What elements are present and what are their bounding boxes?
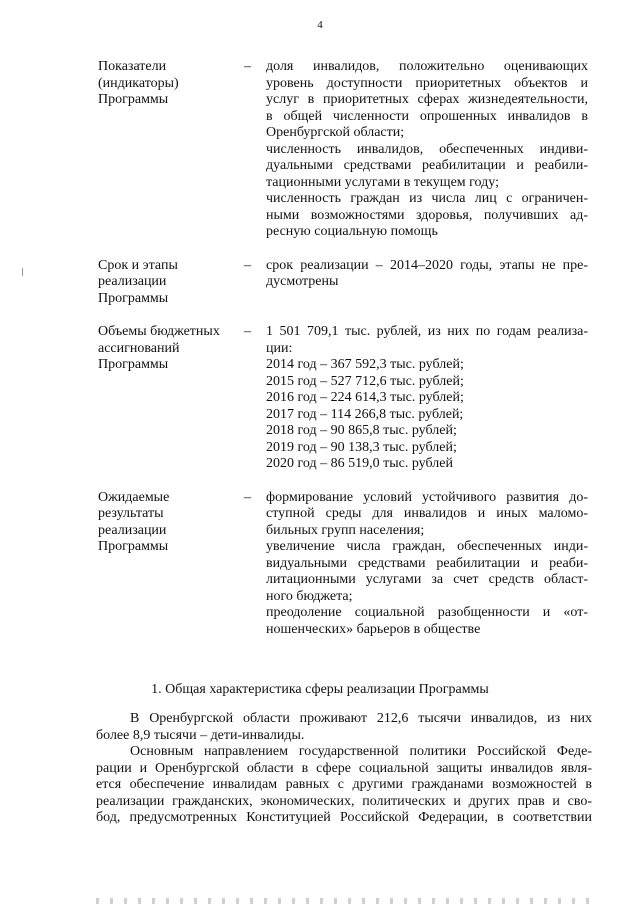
row-value-line: 2017 год – 114 266,8 тыс. рублей; bbox=[266, 406, 464, 422]
row-label bbox=[98, 490, 244, 639]
row-value-line: ного бюджета; bbox=[266, 588, 353, 604]
cut-off-line bbox=[96, 898, 592, 904]
row-value-line: увеличение числа граждан, обеспеченных инди- bbox=[266, 539, 588, 554]
paragraph bbox=[96, 744, 592, 827]
passport-row bbox=[98, 258, 593, 308]
row-label-line: реализации bbox=[98, 522, 167, 538]
row-value-line: 2014 год – 367 592,3 тыс. рублей; bbox=[266, 357, 464, 372]
scan-mark bbox=[22, 268, 23, 276]
paragraph-line: ется обеспечение инвалидам равных с другими гражданами возможностей в bbox=[96, 777, 592, 792]
row-value-line: ресную социальную помощь bbox=[266, 224, 438, 239]
row-label bbox=[98, 258, 244, 308]
row-value bbox=[266, 59, 588, 241]
row-label-line: Объемы бюджетных bbox=[98, 324, 220, 339]
body-text bbox=[96, 711, 592, 827]
row-value-line: ными возможностями здоровья, получивших ад- bbox=[266, 207, 588, 223]
row-label-line: Ожидаемые bbox=[98, 489, 170, 505]
row-value-line: ступной среды для инвалидов и иных маломо- bbox=[266, 506, 588, 521]
row-value-line: в общей численности опрошенных инвалидов в bbox=[266, 108, 588, 124]
row-dash: – bbox=[244, 489, 251, 505]
row-value-line: дусмотрены bbox=[266, 274, 339, 289]
row-value-line: ношенческих» барьеров в обществе bbox=[266, 621, 481, 637]
row-value-line: 2015 год – 527 712,6 тыс. рублей; bbox=[266, 373, 464, 389]
row-value-line: 2020 год – 86 519,0 тыс. рублей bbox=[266, 456, 453, 471]
row-label-line: Показатели bbox=[98, 59, 167, 74]
row-value-line: 2019 год – 90 138,3 тыс. рублей; bbox=[266, 439, 457, 455]
row-value-line: срок реализации – 2014–2020 годы, этапы не пре- bbox=[266, 257, 588, 273]
passport-row bbox=[98, 490, 593, 639]
row-value-line: ции: bbox=[266, 340, 293, 356]
paragraph-line: рации и Оренбургской области в сфере социальной защиты инвалидов явля- bbox=[96, 760, 592, 776]
row-value-line: 1 501 709,1 тыс. рублей, из них по годам реализа- bbox=[266, 324, 588, 339]
paragraph-line: В Оренбургской области проживают 212,6 тысячи инвалидов, из них bbox=[130, 711, 592, 726]
row-value-line: Оренбургской области; bbox=[266, 125, 405, 140]
row-label-line: Срок и этапы bbox=[98, 257, 178, 273]
row-label-line: ассигнований bbox=[98, 340, 180, 356]
row-value-line: 2018 год – 90 865,8 тыс. рублей; bbox=[266, 423, 457, 438]
row-label bbox=[98, 324, 244, 473]
row-value bbox=[266, 258, 588, 308]
row-value bbox=[266, 324, 588, 473]
page-number: 4 bbox=[317, 19, 323, 31]
paragraph-line: более 8,9 тысячи – дети-инвалиды. bbox=[96, 727, 305, 743]
paragraph-line: реализации гражданских, экономических, политических и других прав и сво- bbox=[96, 793, 592, 809]
row-value-line: 2016 год – 224 614,3 тыс. рублей; bbox=[266, 390, 464, 405]
row-value-line: доля инвалидов, положительно оценивающих bbox=[266, 59, 588, 74]
paragraph bbox=[96, 711, 592, 744]
row-value-line: тационными услугами в текущем году; bbox=[266, 174, 499, 190]
row-label-line: Программы bbox=[98, 539, 169, 554]
section-title: 1. Общая характеристика сферы реализации Программы bbox=[151, 682, 489, 697]
row-value bbox=[266, 490, 588, 639]
row-value-line: численность инвалидов, обеспеченных индиви- bbox=[266, 141, 588, 157]
row-value-line: видуальными средствами реабилитации и реаби- bbox=[266, 555, 588, 571]
row-value-line: услуг в приоритетных сферах жизнедеятельности, bbox=[266, 92, 588, 107]
row-label-line: Программы bbox=[98, 290, 169, 306]
row-label bbox=[98, 59, 244, 241]
row-dash: – bbox=[244, 59, 251, 74]
row-value-line: формирование условий устойчивого развития до- bbox=[266, 489, 588, 505]
paragraph-line: бод, предусмотренных Конституцией Российской Федерации, в соответствии bbox=[96, 810, 592, 825]
row-value-line: численность граждан из числа лиц с ограничен- bbox=[266, 191, 588, 206]
passport-row bbox=[98, 59, 593, 241]
row-value-line: литационными услугами за счет средств област- bbox=[266, 572, 588, 587]
row-value-line: бильных групп населения; bbox=[266, 522, 425, 538]
row-value-line: дуальными средствами реабилитации и реабили- bbox=[266, 158, 588, 173]
program-passport-table bbox=[98, 59, 593, 655]
row-label-line: реализации bbox=[98, 274, 167, 289]
row-value-line: преодоление социальной разобщенности и «от- bbox=[266, 605, 588, 620]
row-dash: – bbox=[244, 324, 251, 339]
row-label-line: Программы bbox=[98, 357, 169, 372]
row-value-line: уровень доступности приоритетных объектов и bbox=[266, 75, 588, 91]
paragraph-line: Основным направлением государственной политики Российской Феде- bbox=[130, 744, 592, 759]
row-label-line: (индикаторы) bbox=[98, 75, 179, 91]
row-dash: – bbox=[244, 257, 251, 273]
passport-row bbox=[98, 324, 593, 473]
row-label-line: результаты bbox=[98, 506, 164, 521]
row-label-line: Программы bbox=[98, 92, 169, 107]
